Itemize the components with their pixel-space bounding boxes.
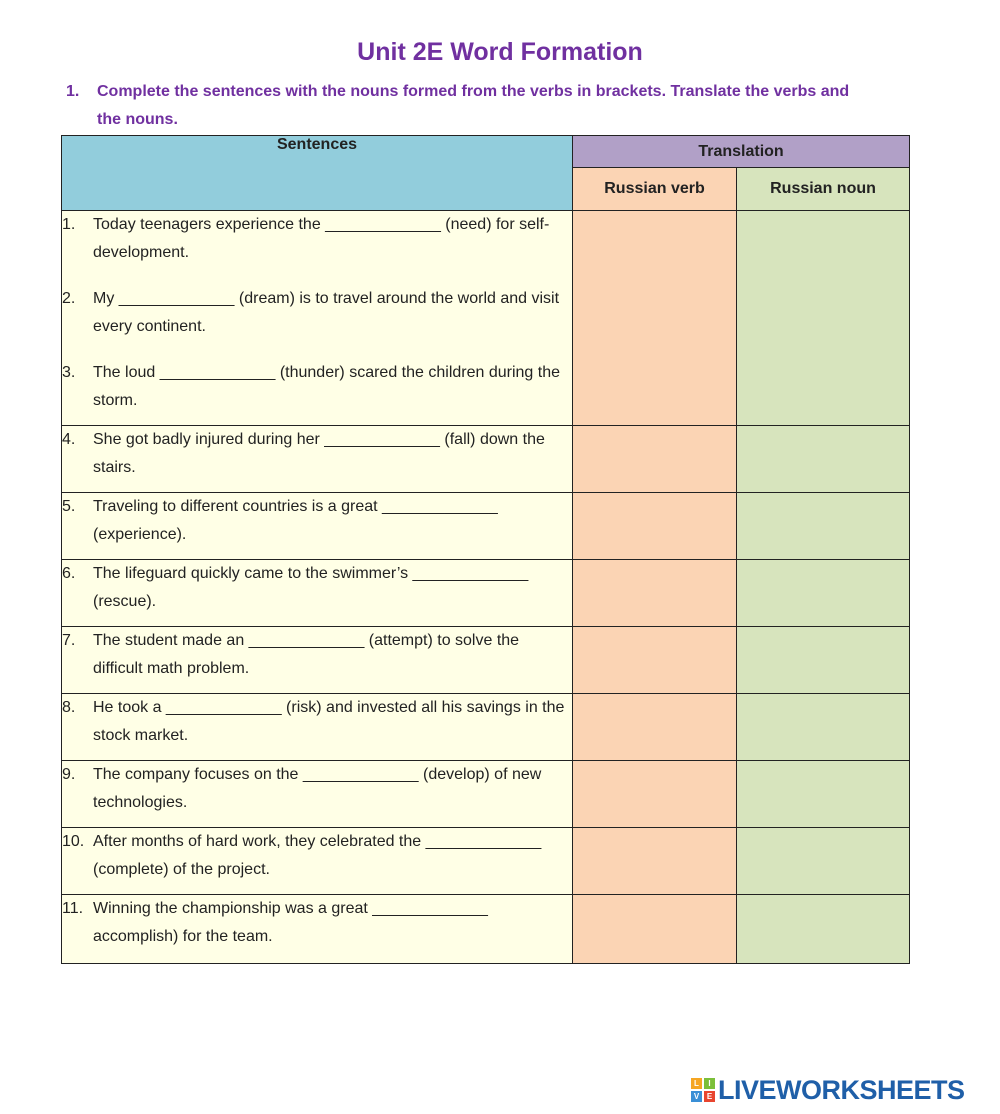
sentence-number: 2. <box>62 290 76 307</box>
logo-tile: L <box>691 1078 702 1089</box>
header-sentences: Sentences <box>62 136 573 211</box>
russian-verb-answer-cell[interactable] <box>573 761 737 828</box>
table-row <box>62 895 910 964</box>
sentence-cell <box>62 560 573 627</box>
header-translation: Translation <box>573 136 910 168</box>
sentence-text: The loud _____________ (thunder) scared the children during the storm. <box>93 364 560 409</box>
sentence-item <box>62 493 572 549</box>
table-row <box>62 627 910 694</box>
table-row <box>62 426 910 493</box>
sentence-number: 11. <box>62 900 84 917</box>
header-russian-noun: Russian noun <box>737 168 910 211</box>
sentence-number: 6. <box>62 565 76 582</box>
russian-noun-answer-cell[interactable] <box>737 426 910 493</box>
sentence-item <box>62 560 572 616</box>
sentence-cell <box>62 627 573 694</box>
russian-verb-answer-cell[interactable] <box>573 627 737 694</box>
russian-noun-answer-cell[interactable] <box>737 211 910 426</box>
russian-noun-answer-cell[interactable] <box>737 627 910 694</box>
russian-verb-answer-cell[interactable] <box>573 895 737 964</box>
sentence-cell <box>62 493 573 560</box>
instruction <box>66 78 866 134</box>
sentence-cell <box>62 694 573 761</box>
russian-verb-answer-cell[interactable] <box>573 694 737 761</box>
sentence-text: She got badly injured during her _____________ (fall) down the stairs. <box>93 431 545 476</box>
sentence-text: My _____________ (dream) is to travel around the world and visit every continent. <box>93 290 560 335</box>
table-row <box>62 761 910 828</box>
russian-verb-answer-cell[interactable] <box>573 828 737 895</box>
instruction-text: Complete the sentences with the nouns formed from the verbs in brackets. Translate the verbs and the nouns. <box>97 83 850 128</box>
page-title: Unit 2E Word Formation <box>357 38 643 66</box>
russian-verb-answer-cell[interactable] <box>573 211 737 426</box>
sentence-cell <box>62 211 573 426</box>
russian-verb-answer-cell[interactable] <box>573 560 737 627</box>
sentence-text: The lifeguard quickly came to the swimmer’s _____________ (rescue). <box>93 565 529 610</box>
sentence-text: After months of hard work, they celebrated the _____________ (complete) of the project. <box>93 833 542 878</box>
sentence-number: 10. <box>62 833 85 850</box>
russian-noun-answer-cell[interactable] <box>737 895 910 964</box>
sentence-item <box>62 895 572 951</box>
sentence-number: 5. <box>62 498 76 515</box>
sentence-text: Winning the championship was a great _____________ accomplish) for the team. <box>93 900 488 945</box>
sentence-item <box>62 211 572 267</box>
sentence-number: 7. <box>62 632 76 649</box>
russian-verb-answer-cell[interactable] <box>573 426 737 493</box>
sentence-item <box>62 285 572 341</box>
logo-tile: E <box>704 1091 715 1102</box>
sentence-cell <box>62 895 573 964</box>
sentence-cell <box>62 828 573 895</box>
sentence-text: The student made an _____________ (attempt) to solve the difficult math problem. <box>93 632 520 677</box>
sentence-number: 9. <box>62 766 76 783</box>
sentence-text: He took a _____________ (risk) and invested all his savings in the stock market. <box>93 699 565 744</box>
sentence-item <box>62 627 572 683</box>
logo-tile: V <box>691 1091 702 1102</box>
table-row <box>62 694 910 761</box>
russian-noun-answer-cell[interactable] <box>737 560 910 627</box>
sentence-text: Today teenagers experience the _____________ (need) for self-development. <box>93 216 550 261</box>
russian-noun-answer-cell[interactable] <box>737 493 910 560</box>
logo-tile: I <box>704 1078 715 1089</box>
sentence-item <box>62 426 572 482</box>
logo-wordmark: LIVEWORKSHEETS <box>718 1074 965 1105</box>
sentence-number: 1. <box>62 216 76 233</box>
worksheet-table <box>61 135 910 964</box>
header-russian-verb: Russian verb <box>573 168 737 211</box>
sentence-item <box>62 359 572 415</box>
logo-grid-icon <box>691 1078 715 1102</box>
sentence-number: 3. <box>62 364 76 381</box>
sentence-text: The company focuses on the _____________ (develop) of new technologies. <box>93 766 542 811</box>
table-row <box>62 828 910 895</box>
table-row <box>62 560 910 627</box>
russian-noun-answer-cell[interactable] <box>737 828 910 895</box>
sentence-item <box>62 694 572 750</box>
russian-noun-answer-cell[interactable] <box>737 694 910 761</box>
sentence-cell <box>62 426 573 493</box>
sentence-cell <box>62 761 573 828</box>
liveworksheets-logo[interactable] <box>691 1076 965 1104</box>
russian-noun-answer-cell[interactable] <box>737 761 910 828</box>
instruction-number: 1. <box>66 83 80 100</box>
russian-verb-answer-cell[interactable] <box>573 493 737 560</box>
sentence-item <box>62 828 572 884</box>
sentence-number: 4. <box>62 431 76 448</box>
table-row <box>62 211 910 426</box>
sentence-number: 8. <box>62 699 76 716</box>
sentence-item <box>62 761 572 817</box>
sentence-text: Traveling to different countries is a great _____________ (experience). <box>93 498 498 543</box>
table-row <box>62 493 910 560</box>
